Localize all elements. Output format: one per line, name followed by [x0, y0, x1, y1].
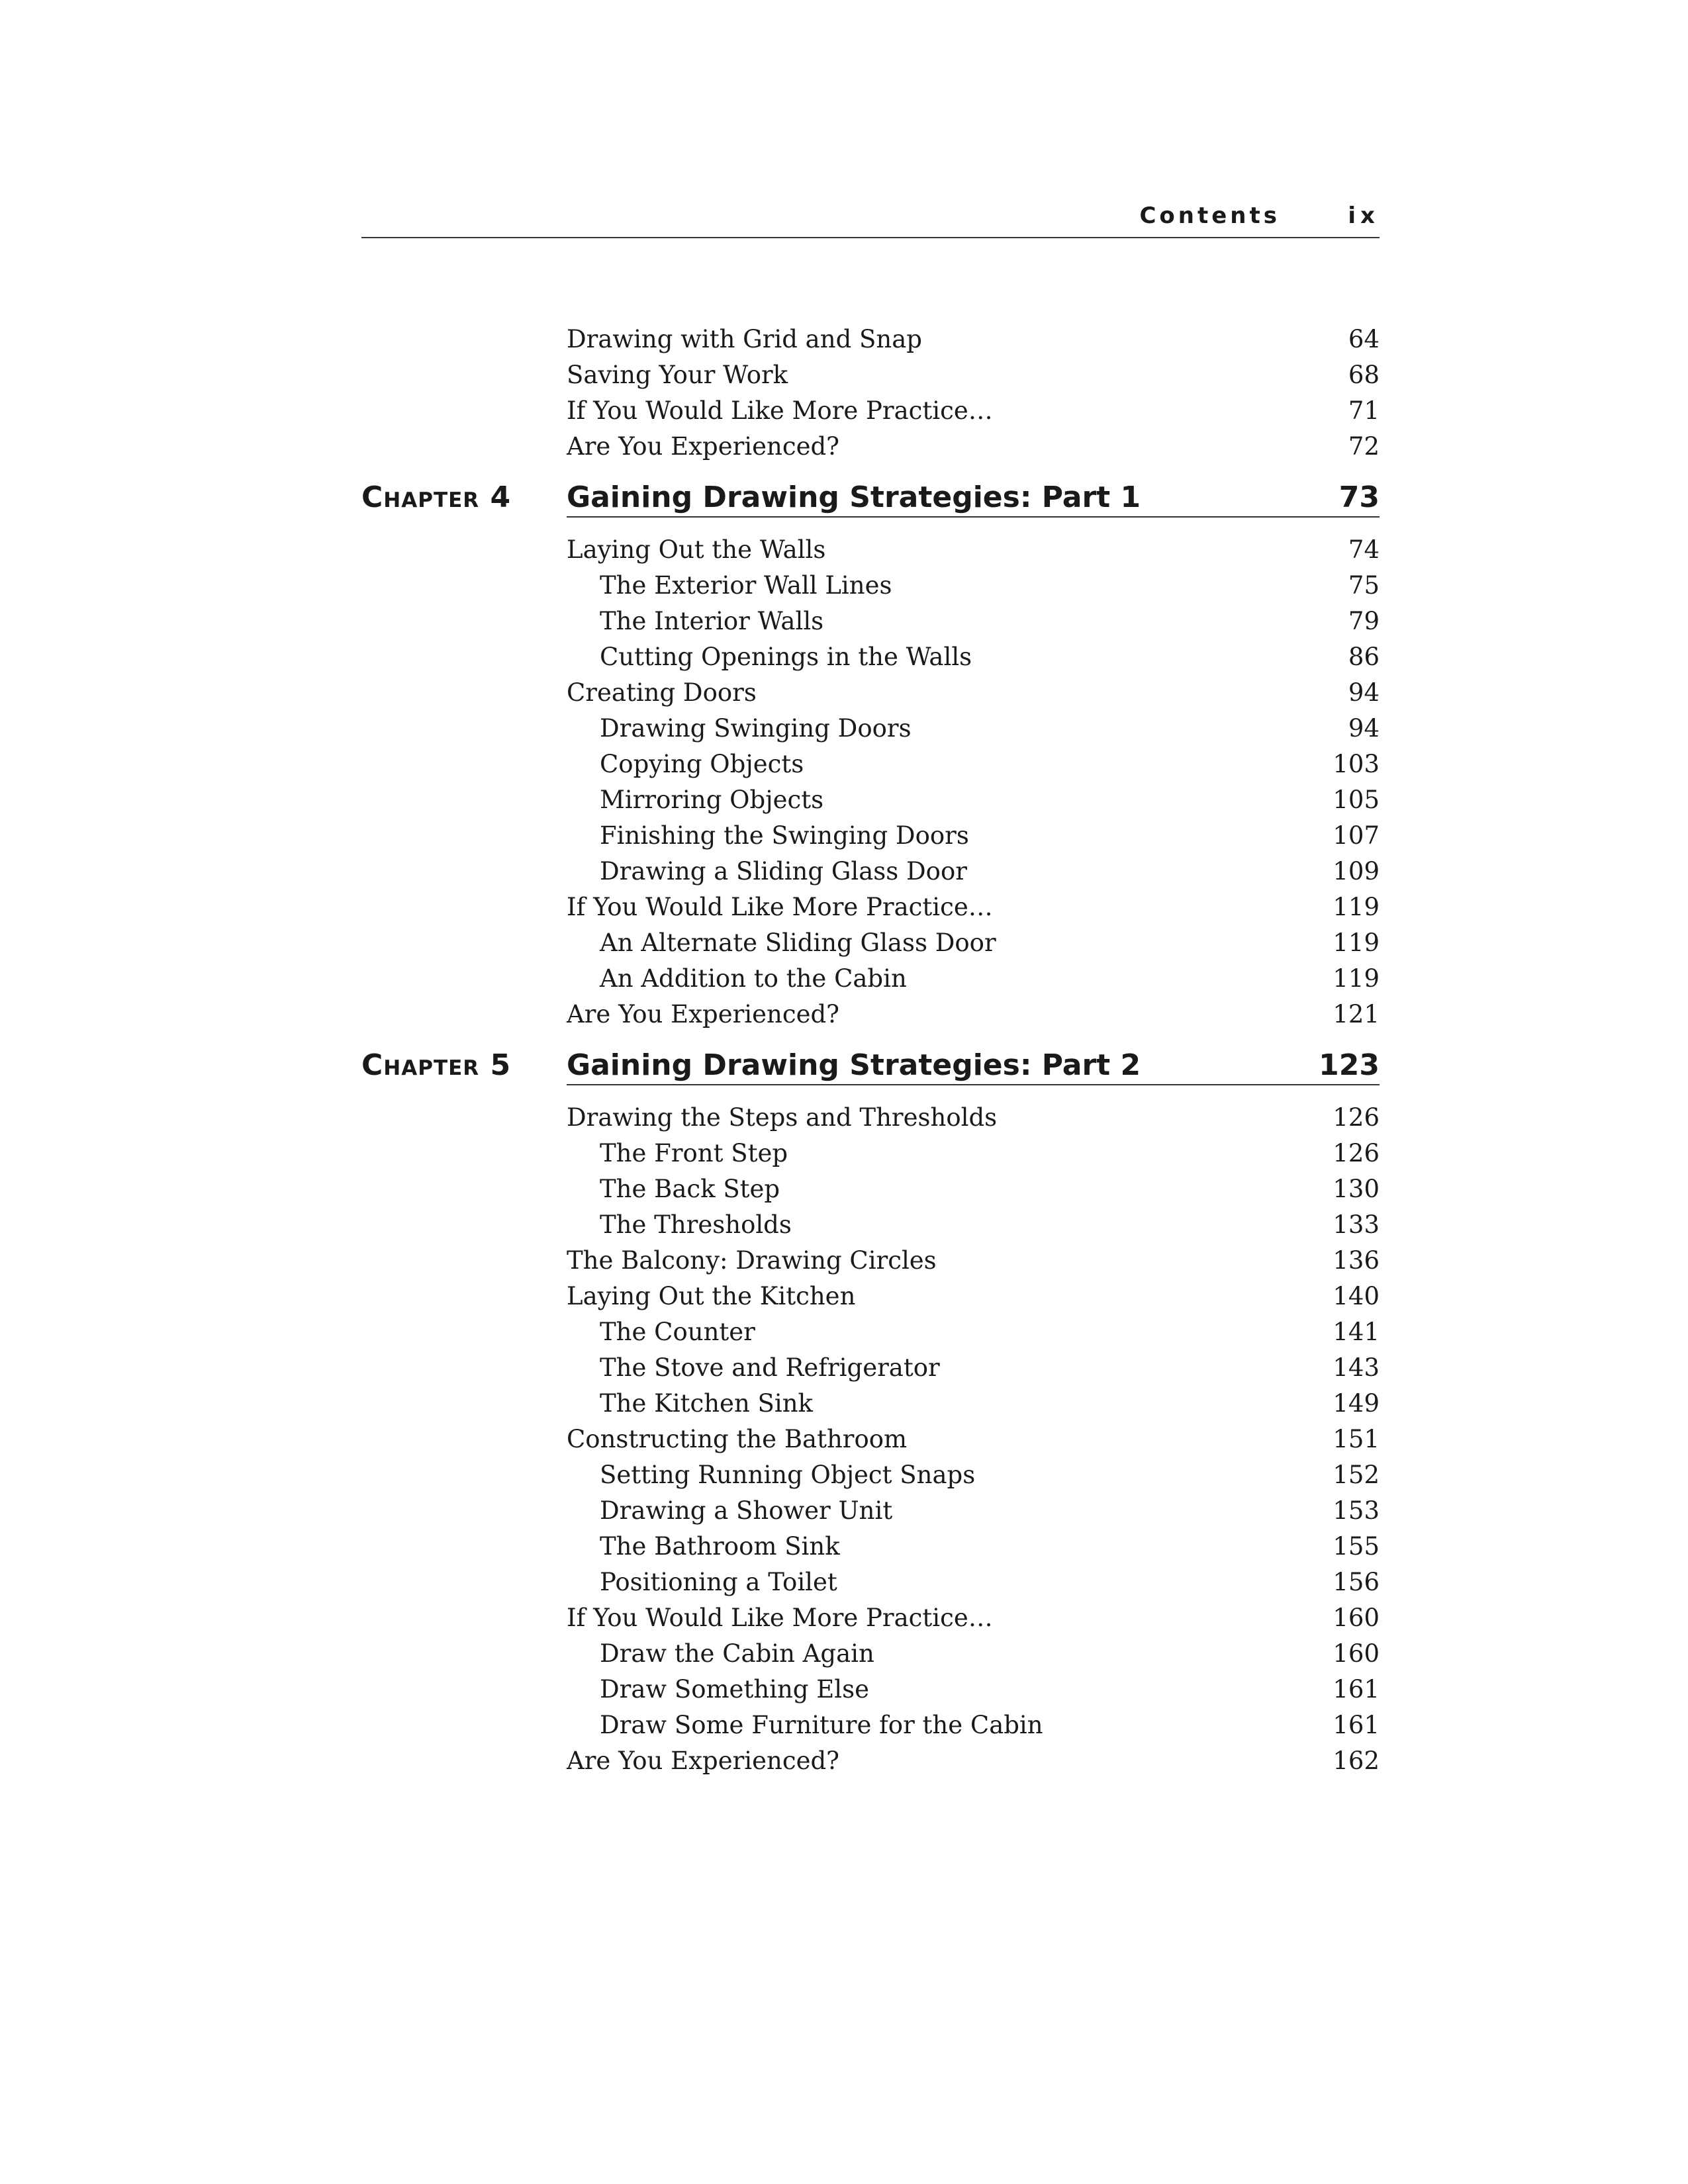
chapter-title[interactable]: Gaining Drawing Strategies: Part 2	[567, 1048, 1141, 1082]
toc-entry-page-number: 136	[1333, 1246, 1380, 1275]
toc-entry-title[interactable]: Positioning a Toilet	[600, 1568, 837, 1596]
toc-entry[interactable]	[361, 997, 1380, 1032]
toc-entry[interactable]	[361, 532, 1380, 568]
toc-entry[interactable]	[361, 1743, 1380, 1779]
toc-entry-page-number: 133	[1333, 1210, 1380, 1239]
toc-entry[interactable]	[361, 1100, 1380, 1136]
toc-subentry[interactable]	[361, 1350, 1380, 1386]
toc-subentry[interactable]	[361, 818, 1380, 854]
toc-subentry[interactable]	[361, 1136, 1380, 1171]
chapter-title-rule	[567, 1047, 1380, 1085]
toc-entry-page-number: 119	[1333, 929, 1380, 957]
toc-entry-page-number: 156	[1333, 1568, 1380, 1596]
toc-entry-page-number: 126	[1333, 1103, 1380, 1132]
toc-entry-title[interactable]: Draw the Cabin Again	[600, 1639, 874, 1668]
toc-entry-title[interactable]: Saving Your Work	[567, 361, 788, 389]
toc-entry-page-number: 160	[1333, 1604, 1380, 1632]
toc-entry[interactable]	[361, 429, 1380, 465]
toc-entry[interactable]	[361, 322, 1380, 357]
toc-entry-title[interactable]: Are You Experienced?	[567, 432, 839, 461]
toc-entry-page-number: 79	[1348, 607, 1380, 635]
toc-subentry[interactable]	[361, 1565, 1380, 1600]
toc-entry-title[interactable]: Mirroring Objects	[600, 786, 824, 814]
toc-subentry[interactable]	[361, 568, 1380, 604]
toc-entry-page-number: 71	[1348, 396, 1380, 425]
toc-entry-title[interactable]: The Back Step	[600, 1175, 780, 1203]
toc-entry-page-number: 94	[1348, 714, 1380, 743]
toc-entry-title[interactable]: The Interior Walls	[600, 607, 824, 635]
toc-entry-page-number: 160	[1333, 1639, 1380, 1668]
toc-subentry[interactable]	[361, 1386, 1380, 1422]
toc-entry-title[interactable]: Draw Something Else	[600, 1675, 869, 1704]
toc-entry-title[interactable]: Cutting Openings in the Walls	[600, 643, 972, 671]
toc-entry-title[interactable]: Setting Running Object Snaps	[600, 1461, 976, 1489]
toc-entry-title[interactable]: The Front Step	[600, 1139, 788, 1167]
toc-subentry[interactable]	[361, 782, 1380, 818]
toc-entry[interactable]	[361, 1279, 1380, 1314]
chapter-heading	[361, 479, 1380, 516]
toc-entry-page-number: 68	[1348, 361, 1380, 389]
toc-subentry[interactable]	[361, 854, 1380, 889]
chapter-page-number: 123	[1319, 1048, 1380, 1082]
toc-subentry[interactable]	[361, 1171, 1380, 1207]
toc-entry-page-number: 119	[1333, 964, 1380, 993]
toc-entry-title[interactable]: The Balcony: Drawing Circles	[567, 1246, 937, 1275]
chapter-label: Chapter 4	[361, 480, 512, 514]
toc-entry-title[interactable]: The Kitchen Sink	[600, 1389, 813, 1418]
toc-subentry[interactable]	[361, 1314, 1380, 1350]
toc-subentry[interactable]	[361, 747, 1380, 782]
toc-entry-title[interactable]: The Thresholds	[600, 1210, 792, 1239]
toc-entry-page-number: 162	[1333, 1747, 1380, 1775]
toc-subentry[interactable]	[361, 1672, 1380, 1707]
toc-entry-title[interactable]: Constructing the Bathroom	[567, 1425, 908, 1453]
toc-entry-title[interactable]: Draw Some Furniture for the Cabin	[600, 1711, 1043, 1739]
toc-entry-page-number: 103	[1333, 750, 1380, 778]
toc-entry-title[interactable]: Drawing the Steps and Thresholds	[567, 1103, 998, 1132]
toc-entry-page-number: 74	[1348, 535, 1380, 564]
toc-entry-page-number: 121	[1333, 1000, 1380, 1028]
toc-entry[interactable]	[361, 1243, 1380, 1279]
toc-entry-page-number: 119	[1333, 893, 1380, 921]
toc-subentry[interactable]	[361, 1493, 1380, 1529]
toc-entry-page-number: 126	[1333, 1139, 1380, 1167]
toc-entry-page-number: 152	[1333, 1461, 1380, 1489]
toc-entry[interactable]	[361, 1600, 1380, 1636]
toc-entry-title[interactable]: Are You Experienced?	[567, 1000, 839, 1028]
toc-entry-title[interactable]: Creating Doors	[567, 678, 757, 707]
toc-entry-title[interactable]: Laying Out the Walls	[567, 535, 826, 564]
toc-entry-page-number: 143	[1333, 1353, 1380, 1382]
toc-subentry[interactable]	[361, 1636, 1380, 1672]
chapter-label: Chapter 5	[361, 1048, 512, 1082]
toc-entry-page-number: 151	[1333, 1425, 1380, 1453]
toc-subentry[interactable]	[361, 1207, 1380, 1243]
toc-entry-page-number: 140	[1333, 1282, 1380, 1310]
toc-entry-page-number: 153	[1333, 1496, 1380, 1525]
toc-subentry[interactable]	[361, 711, 1380, 747]
toc-subentry[interactable]	[361, 1457, 1380, 1493]
toc-entry-page-number: 130	[1333, 1175, 1380, 1203]
toc-entry-page-number: 64	[1348, 325, 1380, 353]
toc-entry-page-number: 161	[1333, 1711, 1380, 1739]
toc-entry-title[interactable]: Drawing a Sliding Glass Door	[600, 857, 967, 886]
toc-entry-title[interactable]: If You Would Like More Practice…	[567, 1604, 993, 1632]
toc-subentry[interactable]	[361, 1529, 1380, 1565]
chapter-heading	[361, 1047, 1380, 1084]
toc-subentry[interactable]	[361, 639, 1380, 675]
toc-entry-page-number: 109	[1333, 857, 1380, 886]
toc-entry-title[interactable]: An Addition to the Cabin	[600, 964, 907, 993]
running-header	[361, 193, 1380, 238]
toc-entry-page-number: 161	[1333, 1675, 1380, 1704]
toc-entry-page-number: 155	[1333, 1532, 1380, 1561]
toc-entry-title[interactable]: The Exterior Wall Lines	[600, 571, 892, 600]
toc-entry-page-number: 149	[1333, 1389, 1380, 1418]
running-header-page-number: ix	[1348, 203, 1380, 229]
toc-subentry[interactable]	[361, 1707, 1380, 1743]
toc-entry[interactable]	[361, 393, 1380, 429]
running-header-section: Contents	[1139, 203, 1280, 229]
toc-entry-page-number: 86	[1348, 643, 1380, 671]
toc-subentry[interactable]	[361, 925, 1380, 961]
toc-entry-title[interactable]: If You Would Like More Practice…	[567, 893, 993, 921]
toc-entry-page-number: 72	[1348, 432, 1380, 461]
chapter-page-number: 73	[1338, 480, 1380, 514]
toc-entry-title[interactable]: Finishing the Swinging Doors	[600, 821, 969, 850]
toc-entry-page-number: 107	[1333, 821, 1380, 850]
toc-entry-title[interactable]: Laying Out the Kitchen	[567, 1282, 856, 1310]
toc-entry-title[interactable]: Are You Experienced?	[567, 1747, 839, 1775]
toc-entry[interactable]	[361, 357, 1380, 393]
toc-entry-title[interactable]: Drawing with Grid and Snap	[567, 325, 922, 353]
toc-entry[interactable]	[361, 889, 1380, 925]
chapter-title-rule	[567, 479, 1380, 518]
chapter-title[interactable]: Gaining Drawing Strategies: Part 1	[567, 480, 1141, 514]
toc-subentry[interactable]	[361, 604, 1380, 639]
toc-entry-title[interactable]: Drawing Swinging Doors	[600, 714, 912, 743]
toc-entry-title[interactable]: The Stove and Refrigerator	[600, 1353, 940, 1382]
toc-entry-title[interactable]: Drawing a Shower Unit	[600, 1496, 893, 1525]
toc-entry-title[interactable]: If You Would Like More Practice…	[567, 396, 993, 425]
toc-entry-page-number: 94	[1348, 678, 1380, 707]
toc-entry-page-number: 75	[1348, 571, 1380, 600]
toc-entry[interactable]	[361, 675, 1380, 711]
table-of-contents	[361, 322, 1380, 1779]
toc-entry-title[interactable]: The Counter	[600, 1318, 755, 1346]
toc-entry-title[interactable]: Copying Objects	[600, 750, 804, 778]
toc-entry-page-number: 105	[1333, 786, 1380, 814]
toc-entry-title[interactable]: The Bathroom Sink	[600, 1532, 840, 1561]
toc-entry[interactable]	[361, 1422, 1380, 1457]
toc-entry-page-number: 141	[1333, 1318, 1380, 1346]
toc-subentry[interactable]	[361, 961, 1380, 997]
toc-entry-title[interactable]: An Alternate Sliding Glass Door	[600, 929, 996, 957]
